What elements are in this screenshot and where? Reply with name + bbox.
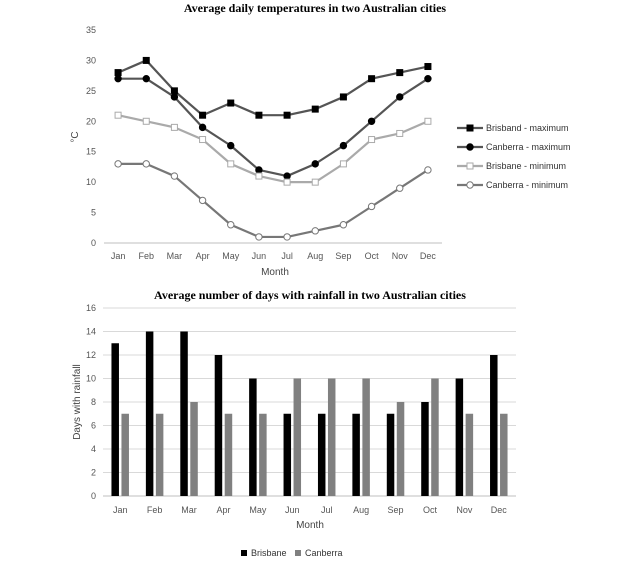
- point-canberra-minimum: [143, 161, 149, 167]
- temperature-x-tick: Mar: [166, 251, 183, 261]
- temperature-y-axis-label: °C: [70, 131, 81, 143]
- legend-label: Canberra: [305, 548, 343, 558]
- point-brisband-maximum: [312, 106, 318, 112]
- point-canberra-minimum: [340, 222, 346, 228]
- point-canberra-minimum: [368, 203, 374, 209]
- point-canberra-maximum: [284, 173, 290, 179]
- point-canberra-minimum: [284, 234, 290, 240]
- bar-brisbane-feb: [146, 332, 154, 497]
- bar-brisbane-nov: [456, 379, 464, 497]
- point-canberra-minimum: [425, 167, 431, 173]
- rainfall-y-axis-label: Days with rainfall: [72, 364, 83, 440]
- temperature-y-tick: 5: [90, 207, 96, 218]
- temperature-x-tick: Sep: [335, 251, 352, 261]
- point-brisbane-minimum: [256, 173, 262, 179]
- bar-brisbane-jul: [318, 414, 326, 496]
- legend-marker: [467, 144, 473, 150]
- temperature-x-tick: Nov: [391, 251, 408, 261]
- bar-canberra-jun: [294, 379, 302, 497]
- temperature-y-tick: 20: [85, 116, 96, 127]
- rainfall-y-tick: 8: [90, 397, 96, 407]
- temperature-x-tick: Dec: [419, 251, 436, 261]
- rainfall-x-tick: Jul: [320, 505, 333, 515]
- rainfall-x-tick: Jan: [112, 505, 128, 515]
- point-canberra-maximum: [368, 118, 374, 124]
- temperature-y-tick: 35: [85, 25, 96, 35]
- rainfall-x-tick: Jun: [285, 505, 300, 515]
- bar-brisbane-oct: [421, 402, 429, 496]
- temperature-x-tick: Apr: [195, 251, 210, 261]
- temperature-y-tick: 15: [85, 146, 96, 157]
- rainfall-chart-title: Average number of days with rainfall in two Australian cities: [154, 288, 466, 302]
- point-canberra-maximum: [312, 161, 318, 167]
- temperature-y-tick: 0: [90, 238, 96, 248]
- point-brisbane-minimum: [425, 118, 431, 124]
- legend-label: Canberra - maximum: [486, 142, 571, 152]
- rainfall-y-tick: 6: [90, 420, 96, 431]
- legend-label: Brisbane: [251, 548, 287, 558]
- temperature-y-tick: 25: [85, 85, 96, 96]
- point-canberra-minimum: [256, 234, 262, 240]
- point-brisband-maximum: [397, 70, 403, 76]
- point-brisband-maximum: [256, 112, 262, 118]
- legend-swatch: [295, 550, 301, 556]
- point-brisbane-minimum: [369, 137, 375, 143]
- point-brisband-maximum: [369, 76, 375, 82]
- temperature-x-tick: May: [222, 251, 240, 261]
- temperature-x-tick: Jul: [281, 251, 293, 261]
- bar-canberra-aug: [362, 379, 370, 497]
- rainfall-x-tick: Apr: [216, 505, 231, 515]
- rainfall-y-tick: 4: [90, 444, 96, 454]
- rainfall-x-tick: May: [249, 505, 267, 515]
- point-brisbane-minimum: [143, 118, 149, 124]
- point-brisband-maximum: [340, 94, 346, 100]
- point-canberra-maximum: [340, 142, 346, 148]
- legend-swatch: [241, 550, 247, 556]
- point-brisbane-minimum: [340, 161, 346, 167]
- rainfall-x-tick: Dec: [490, 505, 507, 515]
- rainfall-y-tick: 16: [85, 303, 96, 313]
- rainfall-x-tick: Mar: [181, 505, 197, 515]
- temperature-x-tick: Feb: [138, 251, 155, 261]
- point-brisbane-minimum: [397, 130, 403, 136]
- bar-canberra-apr: [225, 414, 233, 496]
- temperature-y-tick: 30: [85, 55, 96, 66]
- temperature-x-tick: Aug: [307, 251, 324, 261]
- bar-brisbane-jan: [111, 343, 119, 496]
- point-canberra-minimum: [397, 185, 403, 191]
- point-canberra-maximum: [397, 94, 403, 100]
- temperature-x-tick: Oct: [364, 251, 379, 261]
- bar-brisbane-apr: [215, 355, 223, 496]
- point-canberra-maximum: [143, 75, 149, 81]
- point-canberra-minimum: [312, 228, 318, 234]
- point-canberra-minimum: [115, 161, 121, 167]
- rainfall-y-tick: 10: [85, 373, 96, 384]
- rainfall-y-tick: 14: [85, 326, 96, 337]
- legend-marker: [467, 163, 473, 169]
- temperature-chart-title: Average daily temperatures in two Australian cities: [183, 1, 447, 15]
- point-brisband-maximum: [143, 57, 149, 63]
- legend-marker: [467, 182, 473, 188]
- point-brisbane-minimum: [228, 161, 234, 167]
- point-canberra-maximum: [115, 75, 121, 81]
- point-brisbane-minimum: [312, 179, 318, 185]
- point-canberra-maximum: [171, 94, 177, 100]
- temperature-x-tick: Jan: [110, 251, 126, 261]
- point-canberra-maximum: [199, 124, 205, 130]
- rainfall-x-tick: Oct: [422, 505, 437, 515]
- point-brisbane-minimum: [200, 137, 206, 143]
- rainfall-x-axis-label: Month: [296, 520, 324, 531]
- bar-canberra-sep: [397, 402, 405, 496]
- point-brisbane-minimum: [115, 112, 121, 118]
- rainfall-x-tick: Feb: [146, 505, 163, 515]
- bar-canberra-jan: [121, 414, 129, 496]
- point-brisbane-minimum: [284, 179, 290, 185]
- point-brisband-maximum: [228, 100, 234, 106]
- bar-brisbane-jun: [284, 414, 292, 496]
- rainfall-x-tick: Aug: [353, 505, 370, 515]
- point-brisbane-minimum: [171, 124, 177, 130]
- point-brisband-maximum: [115, 70, 121, 76]
- rainfall-x-tick: Nov: [456, 505, 473, 515]
- point-canberra-maximum: [228, 142, 234, 148]
- legend-label: Brisbane - minimum: [486, 161, 567, 171]
- legend-marker: [467, 125, 473, 131]
- point-brisband-maximum: [425, 64, 431, 70]
- temperature-y-tick: 10: [85, 177, 96, 188]
- temperature-x-axis-label: Month: [261, 267, 289, 278]
- point-brisband-maximum: [284, 112, 290, 118]
- bar-canberra-feb: [156, 414, 164, 496]
- rainfall-x-tick: Sep: [387, 505, 404, 515]
- bar-brisbane-may: [249, 379, 257, 497]
- legend-label: Brisband - maximum: [486, 123, 569, 133]
- bar-brisbane-dec: [490, 355, 498, 496]
- bar-brisbane-aug: [352, 414, 360, 496]
- bar-canberra-dec: [500, 414, 508, 496]
- point-brisband-maximum: [200, 112, 206, 118]
- legend-label: Canberra - minimum: [486, 180, 569, 190]
- bar-canberra-may: [259, 414, 267, 496]
- point-canberra-minimum: [171, 173, 177, 179]
- bar-brisbane-sep: [387, 414, 395, 496]
- bar-canberra-jul: [328, 379, 336, 497]
- rainfall-y-tick: 12: [85, 350, 96, 360]
- rainfall-y-tick: 2: [90, 467, 96, 478]
- legend-item-brisbane-minimum: [457, 161, 566, 171]
- bar-canberra-oct: [431, 379, 439, 497]
- point-canberra-minimum: [199, 197, 205, 203]
- point-brisband-maximum: [171, 88, 177, 94]
- point-canberra-maximum: [256, 167, 262, 173]
- bar-canberra-mar: [190, 402, 198, 496]
- point-canberra-maximum: [425, 75, 431, 81]
- bar-canberra-nov: [466, 414, 474, 496]
- bar-brisbane-mar: [180, 332, 188, 497]
- rainfall-y-tick: 0: [90, 491, 96, 501]
- temperature-x-tick: Jun: [251, 251, 267, 261]
- point-canberra-minimum: [228, 222, 234, 228]
